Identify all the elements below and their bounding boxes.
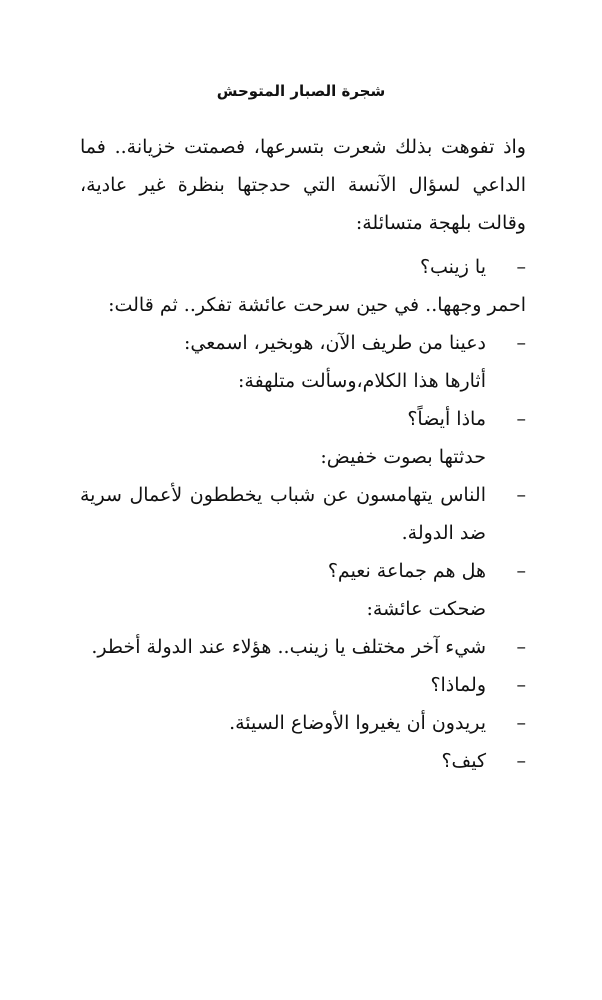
chapter-title: شجرة الصبار المتوحش xyxy=(216,82,386,100)
dialogue-dash: – xyxy=(516,750,526,772)
dialogue-text: كيف؟ xyxy=(441,750,486,772)
dialogue-line xyxy=(80,704,526,742)
dialogue-text: الناس يتهامسون عن شباب يخططون لأعمال سرية ضد الدولة. xyxy=(80,484,486,544)
dialogue-text: ولماذا؟ xyxy=(430,674,486,696)
dialogue-dash: – xyxy=(516,256,526,278)
dialogue-dash: – xyxy=(516,674,526,696)
narration-line: ضحكت عائشة: xyxy=(366,598,486,620)
dialogue-dash: – xyxy=(516,332,526,354)
dialogue-line xyxy=(80,628,526,666)
paragraph: احمر وجهها.. في حين سرحت عائشة تفكر.. ثم قالت: xyxy=(108,294,526,316)
dialogue-text: شيء آخر مختلف يا زينب.. هؤلاء عند الدولة أخطر. xyxy=(91,636,486,658)
dialogue-dash: – xyxy=(516,712,526,734)
dialogue-text: ماذا أيضاً؟ xyxy=(407,408,486,430)
dialogue-line xyxy=(80,476,526,552)
dialogue-dash: – xyxy=(516,484,526,506)
narration-line: أثارها هذا الكلام،وسألت متلهفة: xyxy=(237,370,486,392)
dialogue-line xyxy=(80,400,526,438)
dialogue-dash: – xyxy=(516,408,526,430)
dialogue-text: يا زينب؟ xyxy=(419,256,486,278)
dialogue-line xyxy=(80,666,526,704)
paragraph: واذ تفوهت بذلك شعرت بتسرعها، فصمتت خزيانة.. فما الداعي لسؤال الآنسة التي حدجتها بنظرة غير عادية، وقالت بلهجة متسائلة: xyxy=(80,136,526,234)
dialogue-dash: – xyxy=(516,636,526,658)
dialogue-line xyxy=(80,324,526,362)
narration-line: حدثتها بصوت خفيض: xyxy=(320,446,486,468)
dialogue-dash: – xyxy=(516,560,526,582)
dialogue-text: هل هم جماعة نعيم؟ xyxy=(327,560,486,582)
dialogue-line xyxy=(80,742,526,780)
dialogue-text: دعينا من طريف الآن، هوبخير، اسمعي: xyxy=(184,332,486,354)
dialogue-line xyxy=(80,248,526,286)
dialogue-line xyxy=(80,552,526,590)
page-body xyxy=(80,128,526,780)
dialogue-text: يريدون أن يغيروا الأوضاع السيئة. xyxy=(229,712,486,734)
